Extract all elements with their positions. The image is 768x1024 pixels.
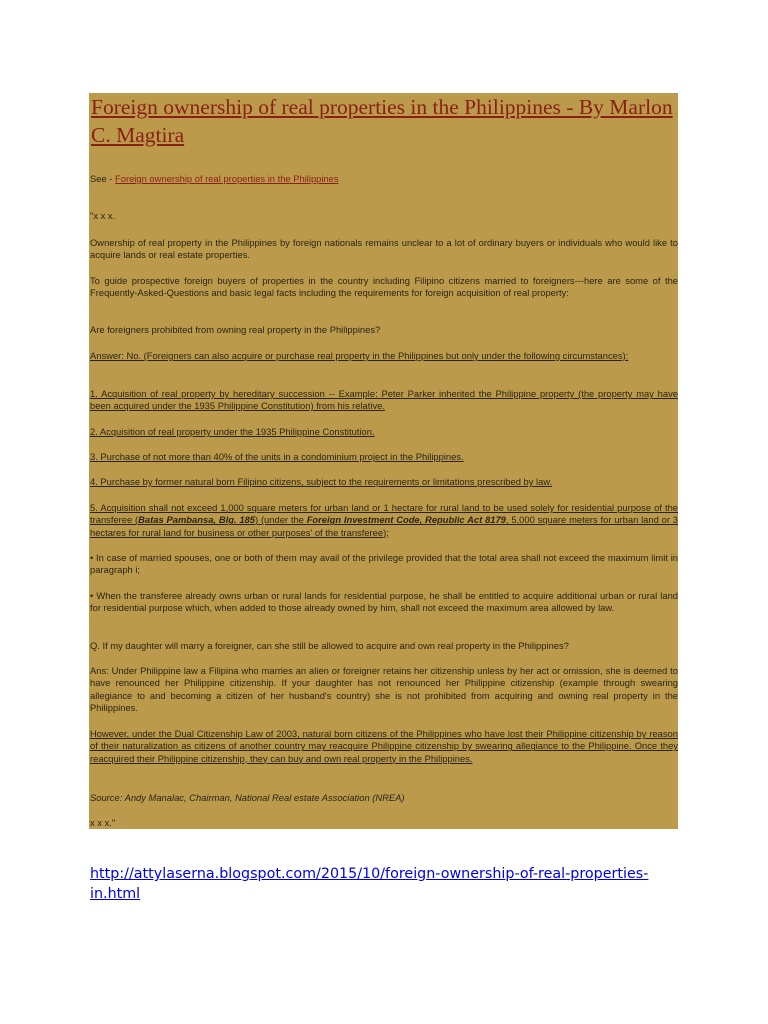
item-5-text-c: ) (under the (255, 514, 307, 526)
answer-daughter: Ans: Under Philippine law a Filipina who marries an alien or foreigner retains her citizenship unless by her act or omission, she is deemed to have renounced her Philippine citizenship. If your daughter has not renounced her Philippine citizenship (example through swearing allegiance to and becoming a citizen of her husband's country) she is not prohibited from acquiring and owning real property in the Philippines. (90, 665, 678, 713)
blog-url-link[interactable]: http://attylaserna.blogspot.com/2015/10/foreign-ownership-of-real-properties-in.html (90, 866, 649, 902)
source-line: Source: Andy Manalac, Chairman, National Real estate Association (NREA) (90, 792, 405, 803)
item-1: 1. Acquisition of real property by hereditary succession -- Example: Peter Parker inherited the Philippine property (the property may have been acquired under the 1935 Philippine Constitution) from his relative. (90, 388, 678, 412)
item-5-text-a: 5. Acquisition shall not exceed 1,000 square meters for urban land or 1 hectare for rural land to be used solely for residential purpose of the transferee ( (90, 502, 678, 526)
see-line (90, 173, 678, 185)
item-5-law-1: Batas Pambansa, Blg. 185 (138, 514, 255, 526)
article-title-link[interactable]: Foreign ownership of real properties in the Philippines - By Marlon C. Magtira (91, 95, 673, 147)
paragraph-guide: To guide prospective foreign buyers of properties in the country including Filipino citizens married to foreigners---here are some of the Frequently-Asked-Questions and basic legal facts including the requirements for foreign acquisition of real property: (90, 275, 678, 299)
item-4: 4. Purchase by former natural born Filipino citizens, subject to the requirements or limitations prescribed by law. (90, 476, 553, 487)
close-quote: x x x." (90, 817, 116, 828)
paragraph-intro: Ownership of real property in the Philippines by foreign nationals remains unclear to a lot of ordinary buyers or individuals who would like to acquire lands or real estate properties. (90, 237, 678, 261)
item-5-text-e: , 5,000 square meters for urban land or 3 hectares for rural land for business or other purposes' of the transferee); (90, 514, 679, 538)
bullet-transferee: • When the transferee already owns urban or rural lands for residential purpose, he shall be entitled to acquire additional urban or rural land for residential purpose which, when added to those already owned by him, shall not exceed the maximum area allowed by law. (90, 590, 678, 614)
see-link[interactable]: Foreign ownership of real properties in the Philippines (115, 173, 339, 184)
bullet-married-spouses: • In case of married spouses, one or both of them may avail of the privilege provided that the total area shall not exceed the maximum limit in paragraph i; (90, 552, 678, 576)
answer-no: Answer: No. (Foreigners can also acquire or purchase real property in the Philippines but only under the following circumstances): (90, 350, 629, 361)
open-quote: "x x x. (90, 210, 116, 221)
dual-citizenship: However, under the Dual Citizenship Law of 2003, natural born citizens of the Philippines who have lost their Philippine citizenship by reason of their naturalization as citizens of another country may reacquire Philippine citizenship by swearing allegiance to the Philippine. Once they reacquired their Philippine citizenship, they can buy and own real property in the Philippines. (90, 728, 678, 764)
question-foreigners: Are foreigners prohibited from owning real property in the Philippines? (90, 324, 381, 335)
item-3: 3. Purchase of not more than 40% of the units in a condominium project in the Philippines. (90, 451, 464, 462)
see-prefix: See - (90, 173, 116, 184)
item-2: 2. Acquisition of real property under the 1935 Philippine Constitution. (90, 426, 375, 437)
item-5-law-2: Foreign Investment Code, Republic Act 8179 (306, 514, 506, 526)
question-daughter: Q. If my daughter will marry a foreigner, can she still be allowed to acquire and own real property in the Philippines? (90, 640, 569, 651)
item-5 (90, 502, 678, 539)
